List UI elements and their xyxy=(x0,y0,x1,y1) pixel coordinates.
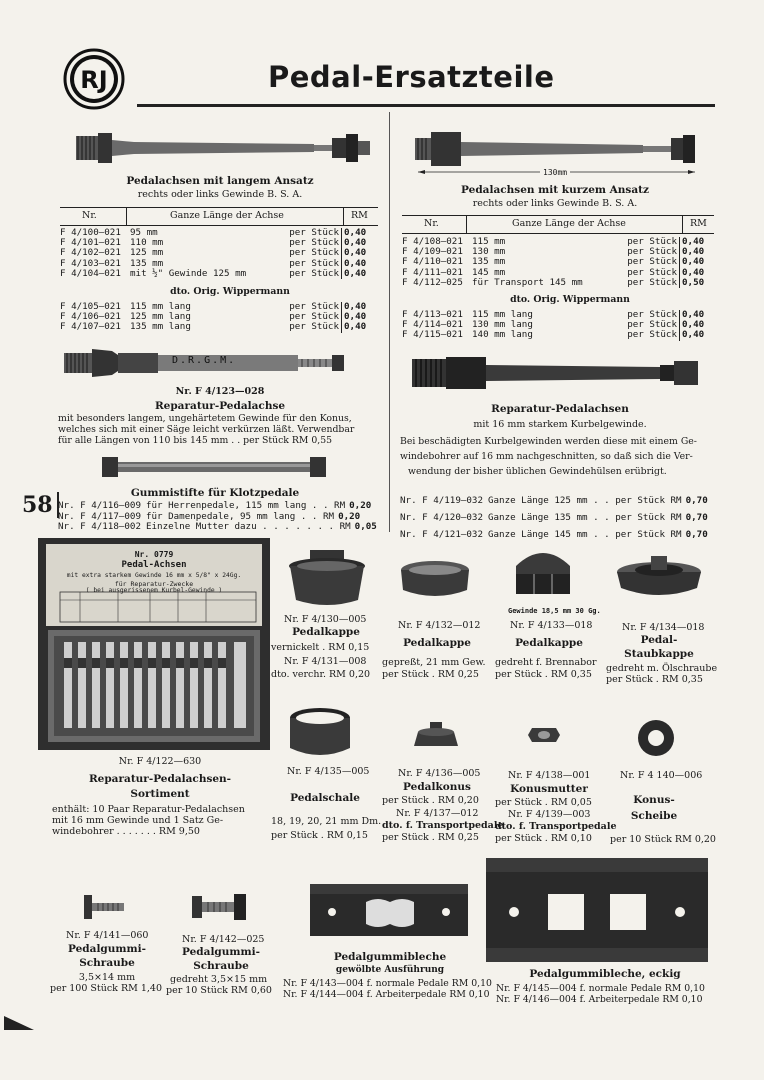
col-len: Ganze Länge der Achse xyxy=(512,218,626,229)
cell-unit: per Stück xyxy=(627,329,677,341)
g142-title-2: Schraube xyxy=(193,960,249,972)
gummistifte-title: Gummistifte für Klotzpedale xyxy=(130,487,300,499)
cell-price: 0,40 xyxy=(342,302,377,312)
g141-title-1: Pedalgummi- xyxy=(68,943,146,955)
reparatur-16mm-title: Reparatur-Pedalachsen xyxy=(491,403,629,415)
g142-title-1: Pedalgummi- xyxy=(182,946,260,958)
cell-price: 0,40 xyxy=(342,228,377,238)
reparatur-16mm-subtitle: mit 16 mm starkem Kurbelgewinde. xyxy=(473,419,647,430)
long-axle-subtitle: rechts oder links Gewinde B. S. A. xyxy=(137,189,303,200)
cell-length: 135 mm xyxy=(130,257,164,269)
item-price: 0,70 xyxy=(685,495,708,506)
cell-price: 0,40 xyxy=(680,237,715,247)
m138-nr: Nr. F 4/138—001 xyxy=(508,770,591,781)
konusmutter-image xyxy=(526,722,562,748)
item-price: 0,05 xyxy=(354,521,377,532)
header-rule xyxy=(137,104,715,107)
m139-nr: Nr. F 4/139—003 xyxy=(508,809,591,820)
cell-price: 0,40 xyxy=(680,330,715,340)
table-row xyxy=(58,269,376,279)
item-price: 0,20 xyxy=(338,510,361,522)
reparatur-axles-16mm-image xyxy=(410,355,702,391)
s135-l1: 18, 19, 20, 21 mm Dm. xyxy=(271,816,382,827)
table-row xyxy=(400,330,714,340)
cell-price: 0,40 xyxy=(680,247,715,257)
staubkappe-134-image xyxy=(614,552,704,602)
k133-l1: gedreht f. Brennabor xyxy=(495,657,597,668)
cell-length: 130 mm lang xyxy=(472,319,533,331)
cell-length: 125 mm lang xyxy=(130,311,191,323)
page-title: Pedal-Ersatzteile xyxy=(268,60,555,94)
short-axle-wipper-table xyxy=(400,310,714,341)
item-nr: Nr. F 4/121—032 xyxy=(400,529,483,540)
cell-price: 0,40 xyxy=(680,310,715,320)
cell-unit: per Stück xyxy=(627,266,677,278)
s140-title-1: Konus- xyxy=(633,794,675,806)
bleche-subtitle: gewölbte Ausführung xyxy=(335,965,445,975)
cell-unit: per Stück xyxy=(627,256,677,268)
k137-nr: Nr. F 4/137—012 xyxy=(396,808,479,819)
drgm-mark: D.R.G.M. xyxy=(172,355,237,366)
sortiment-desc-3: windebohrer . . . . . . . RM 9,50 xyxy=(52,826,200,837)
cell-unit: per Stück xyxy=(289,301,339,312)
reparatur-16mm-desc-2: windebohrer auf 16 mm nachgeschnitten, so daß sich die Ver- xyxy=(400,451,693,462)
k130-price: vernickelt . RM 0,15 xyxy=(271,642,370,653)
list-item xyxy=(58,511,378,522)
k137-l2: per Stück . RM 0,25 xyxy=(382,832,479,843)
k133-nr: Nr. F 4/133—018 xyxy=(510,620,593,631)
k134-l2: per Stück . RM 0,35 xyxy=(606,674,703,685)
cell-unit: per Stück xyxy=(289,257,339,269)
cell-unit: per Stück xyxy=(627,309,677,320)
cell-nr: F 4/103—021 xyxy=(60,257,121,269)
cell-price: 0,40 xyxy=(342,259,377,269)
cell-length: 135 mm xyxy=(472,256,506,268)
b145-row: Nr. F 4/145—004 f. normale Pedale RM 0,10 xyxy=(496,983,705,994)
m138-title: Konusmutter xyxy=(510,783,588,795)
company-logo xyxy=(63,48,125,110)
short-axle-title: Pedalachsen mit kurzem Ansatz xyxy=(461,184,649,196)
col-len: Ganze Länge der Achse xyxy=(170,210,284,221)
cell-unit: per Stück xyxy=(289,321,339,333)
cell-nr: F 4/107—021 xyxy=(60,321,121,333)
g141-l2: per 100 Stück RM 1,40 xyxy=(50,983,163,994)
pedalschale-image xyxy=(288,706,352,760)
box-label-4: für Reparatur-Zwecke xyxy=(114,580,194,588)
page-number: 58 xyxy=(22,492,59,518)
g141-nr: Nr. F 4/141—060 xyxy=(66,930,149,941)
m139-l1: dto. f. Transportpedale xyxy=(495,821,617,832)
s135-title: Pedalschale xyxy=(290,792,360,804)
cell-nr: F 4/113—021 xyxy=(402,309,463,320)
box-label-3: mit extra starkem Gewinde 16 mm x 5/8" x 24Gg. xyxy=(66,572,242,579)
eckig-title: Pedalgummibleche, eckig xyxy=(529,968,681,980)
cell-length: 95 mm xyxy=(130,227,158,238)
table-row xyxy=(400,278,714,288)
list-item xyxy=(58,521,378,532)
cell-unit: per Stück xyxy=(627,276,677,288)
list-item xyxy=(400,495,714,512)
long-axle-title: Pedalachsen mit langem Ansatz xyxy=(126,175,314,187)
reparatur-axle-desc-1: mit besonders langem, ungehärtetem Gewinde für den Konus, xyxy=(58,413,352,424)
cell-nr: F 4/101—021 xyxy=(60,237,121,249)
cell-nr: F 4/111—021 xyxy=(402,266,463,278)
cell-length: für Transport 145 mm xyxy=(472,276,583,288)
cell-nr: F 4/104—021 xyxy=(60,267,121,279)
s140-l1: per 10 Stück RM 0,20 xyxy=(610,834,716,845)
item-price: 0,70 xyxy=(685,529,708,540)
sortiment-title-1: Reparatur-Pedalachsen- xyxy=(88,773,232,785)
cell-price: 0,40 xyxy=(680,268,715,278)
reparatur-16mm-rows xyxy=(400,495,714,546)
reparatur-axle-desc-2: welches sich mit einer Säge leicht verkürzen läßt. Verwendbar xyxy=(58,424,355,435)
sortiment-desc-2: mit 16 mm Gewinde und 1 Satz Ge- xyxy=(52,815,224,826)
m139-l2: per Stück . RM 0,10 xyxy=(495,833,592,844)
box-label-2: Pedal-Achsen xyxy=(121,560,187,570)
cell-price: 0,40 xyxy=(342,248,377,258)
gummistift-image xyxy=(100,452,330,482)
k130-title: Pedalkappe xyxy=(292,626,360,638)
reparatur-16mm-desc-1: Bei beschädigten Kurbelgewinden werden diese mit einem Ge- xyxy=(400,436,697,447)
m138-l1: per Stück . RM 0,05 xyxy=(495,797,592,808)
cell-length: 115 mm lang xyxy=(130,301,191,312)
k134-title-1: Pedal- xyxy=(640,634,678,646)
long-axle-wipper-table xyxy=(58,302,376,333)
b144-row: Nr. F 4/144—004 f. Arbeiterpedale RM 0,10 xyxy=(283,989,490,1000)
sortiment-title-2: Sortiment xyxy=(130,788,190,800)
item-desc: Ganze Länge 145 mm . . per Stück RM xyxy=(487,529,682,540)
cell-length: 135 mm lang xyxy=(130,321,191,333)
g141-l1: 3,5×14 mm xyxy=(78,972,136,983)
item-nr: Nr. F 4/119—032 xyxy=(400,495,483,506)
item-nr: Nr. F 4/117—009 xyxy=(58,510,141,522)
pedalkonus-image xyxy=(410,720,462,754)
long-axle-image xyxy=(74,128,372,168)
cell-price: 0,40 xyxy=(342,322,377,332)
s135-l2: per Stück . RM 0,15 xyxy=(271,830,368,841)
g142-l1: gedreht 3,5×15 mm xyxy=(170,974,268,985)
k136-title: Pedalkonus xyxy=(403,781,471,793)
col-nr: Nr. xyxy=(424,218,439,229)
cell-length: 115 mm xyxy=(472,236,506,247)
cell-price: 0,40 xyxy=(342,312,377,322)
cell-price: 0,40 xyxy=(342,238,377,248)
k134-l1: gedreht m. Ölschraube xyxy=(606,663,718,674)
long-axle-table-header xyxy=(60,207,378,226)
g141-title-2: Schraube xyxy=(79,957,135,969)
sortiment-desc-1: enthält: 10 Paar Reparatur-Pedalachsen xyxy=(52,804,245,815)
k132-title: Pedalkappe xyxy=(403,637,471,649)
gummistifte-rows xyxy=(58,500,378,532)
cell-unit: per Stück xyxy=(289,311,339,323)
k137-l1: dto. f. Transportpedale xyxy=(382,820,504,831)
item-desc: Ganze Länge 135 mm . . per Stück RM xyxy=(487,512,682,523)
cell-price: 0,40 xyxy=(680,320,715,330)
box-label-1: Nr. 0779 xyxy=(134,550,174,559)
s135-nr: Nr. F 4/135—005 xyxy=(287,766,370,777)
k132-l2: per Stück . RM 0,25 xyxy=(382,669,479,680)
cell-price: 0,40 xyxy=(342,269,377,279)
item-nr: Nr. F 4/116—009 xyxy=(58,500,141,511)
column-divider xyxy=(389,112,390,532)
cell-nr: F 4/110—021 xyxy=(402,256,463,268)
cell-length: mit ½" Gewinde 125 mm xyxy=(130,267,247,279)
reparatur-axle-nr: Nr. F 4/123—028 xyxy=(175,386,265,397)
dimension-label: 130mm xyxy=(540,168,570,178)
cell-unit: per Stück xyxy=(289,227,339,238)
reparatur-axle-title: Reparatur-Pedalachse xyxy=(154,400,286,412)
item-desc: Einzelne Mutter dazu . . . . . . . RM xyxy=(145,521,351,532)
k130-nr: Nr. F 4/130—005 xyxy=(284,614,367,625)
s140-nr: Nr. F 4 140—006 xyxy=(620,770,703,781)
item-desc: Ganze Länge 125 mm . . per Stück RM xyxy=(487,495,682,506)
cell-price: 0,50 xyxy=(680,278,715,288)
item-desc: für Damenpedale, 95 mm lang . . RM xyxy=(145,510,335,522)
short-axle-subtitle: rechts oder links Gewinde B. S. A. xyxy=(472,198,638,209)
cell-length: 115 mm lang xyxy=(472,309,533,320)
cell-unit: per Stück xyxy=(289,237,339,249)
b146-row: Nr. F 4/146—004 f. Arbeiterpedale RM 0,10 xyxy=(496,994,703,1005)
pedalkappe-130-image xyxy=(284,548,370,610)
cell-length: 125 mm xyxy=(130,247,164,259)
list-item xyxy=(400,529,714,546)
k134-title-2: Staubkappe xyxy=(624,648,694,660)
box-label-5: ( bei ausgerissenem Kurbel-Gewinde ) xyxy=(85,587,223,594)
cell-length: 140 mm lang xyxy=(472,329,533,341)
table-row xyxy=(58,322,376,332)
sortiment-nr: Nr. F 4/122—630 xyxy=(118,756,202,767)
col-nr: Nr. xyxy=(82,210,97,221)
k136-nr: Nr. F 4/136—005 xyxy=(398,768,481,779)
cell-nr: F 4/102—021 xyxy=(60,247,121,259)
k133-title: Pedalkappe xyxy=(515,637,583,649)
reparatur-axle-desc-3: für alle Längen von 110 bis 145 mm . . per Stück RM 0,55 xyxy=(58,435,333,446)
cell-length: 110 mm xyxy=(130,237,164,249)
cell-unit: per Stück xyxy=(289,267,339,279)
gummiblech-gewoelbt-image xyxy=(310,880,468,942)
cell-unit: per Stück xyxy=(627,246,677,258)
pedalkappe-133-image xyxy=(508,546,578,604)
cell-nr: F 4/109—021 xyxy=(402,246,463,258)
gummischraube-142-image xyxy=(190,890,248,924)
cell-unit: per Stück xyxy=(627,236,677,247)
k131-price: dto. verchr. RM 0,20 xyxy=(271,669,371,680)
bleche-title: Pedalgummibleche xyxy=(333,951,447,963)
k134-nr: Nr. F 4/134—018 xyxy=(622,622,705,633)
cell-nr: F 4/112—025 xyxy=(402,276,463,288)
cell-nr: F 4/106—021 xyxy=(60,311,121,323)
list-item xyxy=(58,500,378,511)
cell-nr: F 4/115—021 xyxy=(402,329,463,341)
gummiblech-eckig-image xyxy=(484,856,710,964)
short-axle-table xyxy=(400,237,714,288)
cell-length: 145 mm xyxy=(472,266,506,278)
k133-l2: per Stück . RM 0,35 xyxy=(495,669,592,680)
cell-nr: F 4/108—021 xyxy=(402,236,463,247)
s140-title-2: Scheibe xyxy=(630,810,678,822)
k132-nr: Nr. F 4/132—012 xyxy=(398,620,481,631)
list-item xyxy=(400,512,714,529)
cell-unit: per Stück xyxy=(289,247,339,259)
reparatur-16mm-desc-3: wendung der bisher üblichen Gewindehülsen erübrigt. xyxy=(408,466,667,477)
cell-unit: per Stück xyxy=(627,319,677,331)
col-rm: RM xyxy=(351,210,368,221)
k131-nr: Nr. F 4/131—008 xyxy=(284,656,367,667)
item-price: 0,70 xyxy=(685,512,708,523)
k136-l1: per Stück . RM 0,20 xyxy=(382,795,479,806)
cell-length: 130 mm xyxy=(472,246,506,258)
cell-price: 0,40 xyxy=(680,257,715,267)
k132-l1: gepreßt, 21 mm Gew. xyxy=(382,657,486,668)
col-rm: RM xyxy=(690,218,707,229)
b143-row: Nr. F 4/143—004 f. normale Pedale RM 0,10 xyxy=(283,978,492,989)
item-nr: Nr. F 4/120—032 xyxy=(400,512,483,523)
item-nr: Nr. F 4/118—002 xyxy=(58,521,141,532)
cell-nr: F 4/105—021 xyxy=(60,301,121,312)
gummischraube-141-image xyxy=(82,893,128,921)
svg-text:RJ: RJ xyxy=(80,66,108,94)
short-axle-table-header xyxy=(402,215,714,234)
corner-mark xyxy=(4,1016,34,1030)
short-axle-wipper-title: dto. Orig. Wippermann xyxy=(510,294,630,305)
konusscheibe-image xyxy=(636,718,676,758)
g142-l2: per 10 Stück RM 0,60 xyxy=(166,985,272,996)
item-price: 0,20 xyxy=(349,500,372,511)
long-axle-wipper-title: dto. Orig. Wippermann xyxy=(170,286,290,297)
item-desc: für Herrenpedale, 115 mm lang . . RM xyxy=(145,500,346,511)
pedalkappe-132-image xyxy=(398,558,472,604)
gewinde-label: Gewinde 18,5 mm 30 Gg. xyxy=(508,607,601,615)
cell-nr: F 4/100—021 xyxy=(60,227,121,238)
g142-nr: Nr. F 4/142—025 xyxy=(182,934,265,945)
long-axle-table xyxy=(58,228,376,279)
cell-nr: F 4/114—021 xyxy=(402,319,463,331)
